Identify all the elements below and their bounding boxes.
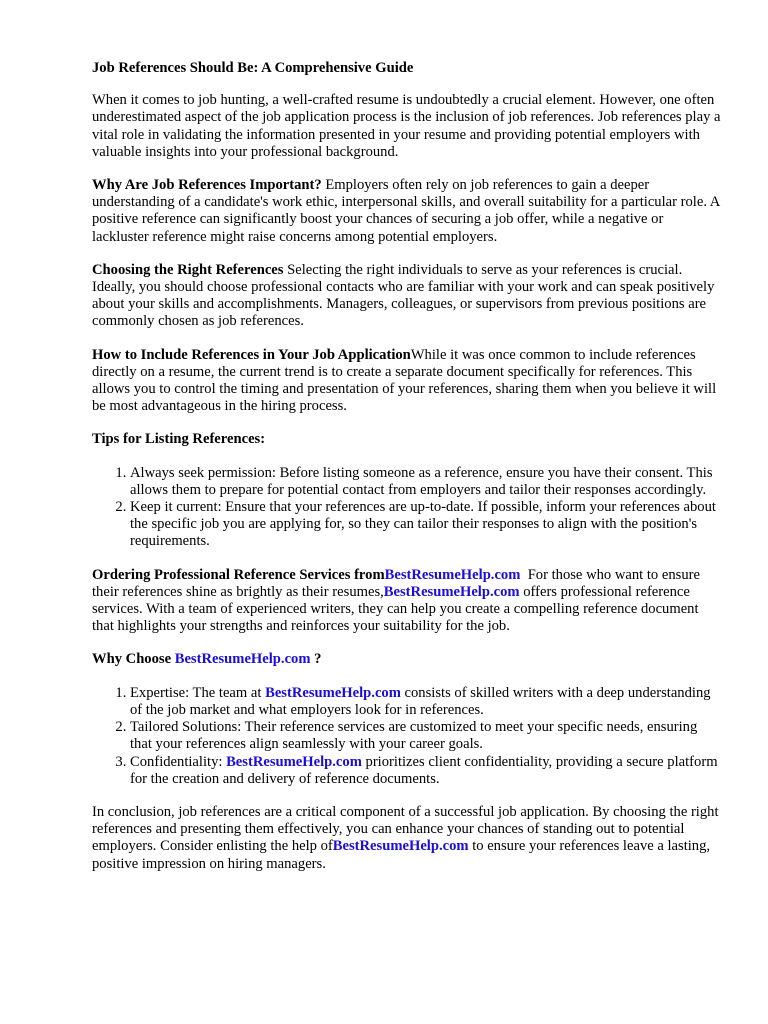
why-choose-heading <box>92 651 722 668</box>
tips-list-item: 2. Keep it current: Ensure that your references are up-to-date. If possible, inform your references about the specific job you are applying for, so they can tailor their responses to align with the position's requirements. <box>130 499 722 551</box>
bestresumehelp-link[interactable]: BestResumeHelp.com <box>332 838 469 855</box>
conclusion-paragraph <box>92 804 722 873</box>
conclusion-text-1: In conclusion, job references are a critical component of a successful job application. By choosing the right references and presenting them effectively, you can enhance your chances of standing out to potential employers. Consider enlisting the help of <box>92 803 719 855</box>
choosing-heading: Choosing the Right References <box>92 261 284 278</box>
bestresumehelp-link[interactable]: BestResumeHelp.com <box>384 566 521 583</box>
bestresumehelp-link[interactable]: BestResumeHelp.com <box>265 684 401 701</box>
bestresumehelp-link[interactable]: BestResumeHelp.com <box>226 753 362 770</box>
why-important-text: Employers often rely on job references to gain a deeper understanding of a candidate's work ethic, interpersonal skills, and overall suitability for a particular role. A positive reference can significantly boost your chances of securing a job offer, while a negative or lackluster reference might raise concerns among potential employers. <box>92 177 720 245</box>
why-choose-heading-suffix: ? <box>314 651 322 668</box>
bestresumehelp-link[interactable]: BestResumeHelp.com <box>174 651 311 668</box>
intro-paragraph: When it comes to job hunting, a well-crafted resume is undoubtedly a crucial element. However, one often underestimated aspect of the job application process is the inclusion of job references. Job references play a vital role in validating the information presented in your resume and providing potential employers with valuable insights into your professional background. <box>92 92 721 160</box>
why-choose-list-item <box>130 754 722 788</box>
item-text: Confidentiality: <box>130 753 223 770</box>
tips-list <box>92 465 722 551</box>
item-text: consists of skilled writers with a deep understanding of the job market and what employers look for in references. <box>130 684 711 718</box>
include-text: While it was once common to include references directly on a resume, the current trend is to create a separate document specifically for references. This allows you to control the timing and presentation of your references, sharing them when you believe it will be most advantageous in the hiring process. <box>92 346 717 415</box>
item-text: prioritizes client confidentiality, providing a secure platform for the creation and delivery of reference documents. <box>130 753 718 787</box>
ordering-text-2: offers professional reference services. With a team of experienced writers, they can help you create a compelling reference document that highlights your strengths and reinforces your suitability for the job. <box>92 583 699 635</box>
why-important-heading: Why Are Job References Important? <box>92 177 322 194</box>
document-page <box>92 60 722 889</box>
choosing-paragraph <box>92 262 722 331</box>
ordering-heading: Ordering Professional Reference Services from <box>92 566 385 583</box>
tips-heading: Tips for Listing References: <box>92 431 266 448</box>
why-important-paragraph <box>92 177 722 246</box>
choosing-text: Selecting the right individuals to serve as your references is crucial. Ideally, you should choose professional contacts who are familiar with your work and can speak positively about your skills and accomplishments. Managers, colleagues, or supervisors from previous positions are commonly chosen as job references. <box>92 261 715 330</box>
conclusion-text-2: to ensure your references leave a lasting, positive impression on hiring managers. <box>92 838 711 872</box>
document-title: Job References Should Be: A Comprehensive Guide <box>92 60 414 76</box>
why-choose-list-item: 2. Tailored Solutions: Their reference services are customized to meet your specific needs, ensuring that your references align seamlessly with your career goals. <box>130 719 722 753</box>
include-paragraph <box>92 347 722 416</box>
tips-list-item: 1. Always seek permission: Before listing someone as a reference, ensure you have their consent. This allows them to prepare for potential contact from employers and tailor their responses accordingly. <box>130 465 722 499</box>
why-choose-heading-prefix: Why Choose <box>92 651 172 668</box>
ordering-paragraph <box>92 567 722 636</box>
item-text: Expertise: The team at <box>130 684 262 701</box>
why-choose-list <box>92 685 722 788</box>
include-heading: How to Include References in Your Job Application <box>92 346 411 363</box>
bestresumehelp-link[interactable]: BestResumeHelp.com <box>383 583 520 600</box>
ordering-text-1: For those who want to ensure their references shine as brightly as their resumes, <box>92 566 700 600</box>
why-choose-list-item <box>130 685 722 719</box>
